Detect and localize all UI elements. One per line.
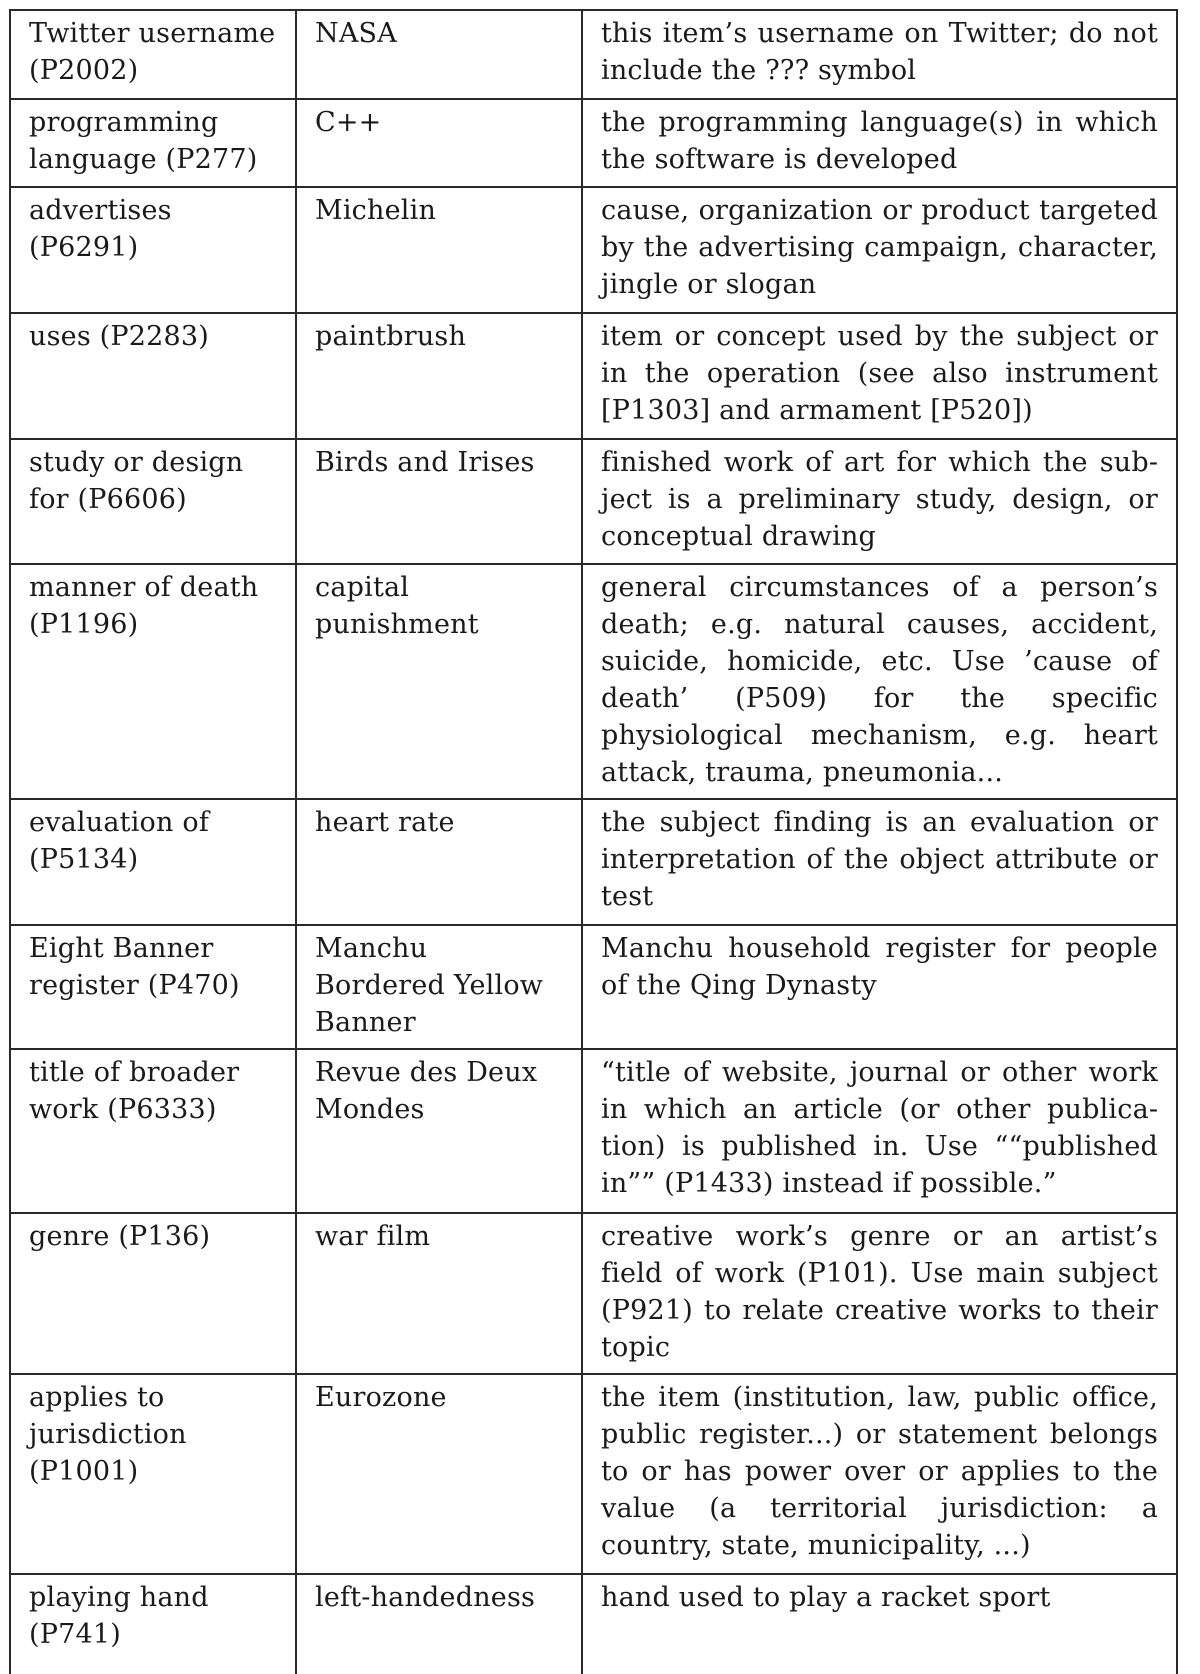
description-cell: this item’s username on Twitter; do not include the ??? symbol [582, 10, 1177, 99]
property-table [9, 9, 1178, 1674]
property-cell: Eight Banner register (P470) [10, 925, 296, 1049]
table-row [10, 1574, 1177, 1674]
description-cell: the subject finding is an evaluation or interpretation of the object attribute or test [582, 799, 1177, 925]
table-row [10, 799, 1177, 925]
description-cell: item or concept used by the subject or in the operation (see also instrument [P1303] and armament [P520]) [582, 313, 1177, 439]
table-row [10, 10, 1177, 99]
property-cell: manner of death (P1196) [10, 564, 296, 799]
table-row [10, 313, 1177, 439]
description-cell: the programming language(s) in which the software is developed [582, 99, 1177, 187]
example-cell: left-handedness [296, 1574, 582, 1674]
property-cell: Twitter username (P2002) [10, 10, 296, 99]
description-cell: finished work of art for which the subject is a preliminary study, design, or conceptual drawing [582, 439, 1177, 564]
table-row [10, 1049, 1177, 1213]
property-cell: advertises (P6291) [10, 187, 296, 313]
property-cell: applies to jurisdiction (P1001) [10, 1374, 296, 1574]
property-cell: title of broader work (P6333) [10, 1049, 296, 1213]
table-row [10, 187, 1177, 313]
property-cell: programming language (P277) [10, 99, 296, 187]
table-row [10, 439, 1177, 564]
property-cell: evaluation of (P5134) [10, 799, 296, 925]
property-cell: uses (P2283) [10, 313, 296, 439]
example-cell: war film [296, 1213, 582, 1374]
description-cell: cause, organization or product targeted by the advertising campaign, character, jingle or slogan [582, 187, 1177, 313]
example-cell: Michelin [296, 187, 582, 313]
property-cell: study or design for (P6606) [10, 439, 296, 564]
example-cell: heart rate [296, 799, 582, 925]
table-row [10, 1374, 1177, 1574]
example-cell: Birds and Irises [296, 439, 582, 564]
table-row [10, 99, 1177, 187]
example-cell: Eurozone [296, 1374, 582, 1574]
example-cell: paintbrush [296, 313, 582, 439]
description-cell: Manchu household register for people of the Qing Dynasty [582, 925, 1177, 1049]
property-cell: playing hand (P741) [10, 1574, 296, 1674]
description-cell: hand used to play a racket sport [582, 1574, 1177, 1674]
property-cell: genre (P136) [10, 1213, 296, 1374]
description-cell: general circumstances of a person’s death; e.g. natural causes, accident, suicide, homicide, etc. Use ’cause of death’ (P509) for the specific physiological mechanism, e.g. heart attack, trauma, pneumonia... [582, 564, 1177, 799]
example-cell: C++ [296, 99, 582, 187]
table-row [10, 564, 1177, 799]
description-cell: “title of website, journal or other work in which an article (or other publication) is published in. Use ““published in”” (P1433) instead if possible.” [582, 1049, 1177, 1213]
description-cell: the item (institution, law, public office, public register...) or statement belongs to or has power over or applies to the value (a territorial jurisdiction: a country, state, municipality, ...) [582, 1374, 1177, 1574]
example-cell: Revue des Deux Mondes [296, 1049, 582, 1213]
example-cell: Manchu Bordered Yellow Banner [296, 925, 582, 1049]
example-cell: capital punishment [296, 564, 582, 799]
table-row [10, 1213, 1177, 1374]
description-cell: creative work’s genre or an artist’s field of work (P101). Use main subject (P921) to relate creative works to their topic [582, 1213, 1177, 1374]
property-table-body [10, 10, 1177, 1674]
example-cell: NASA [296, 10, 582, 99]
table-row [10, 925, 1177, 1049]
